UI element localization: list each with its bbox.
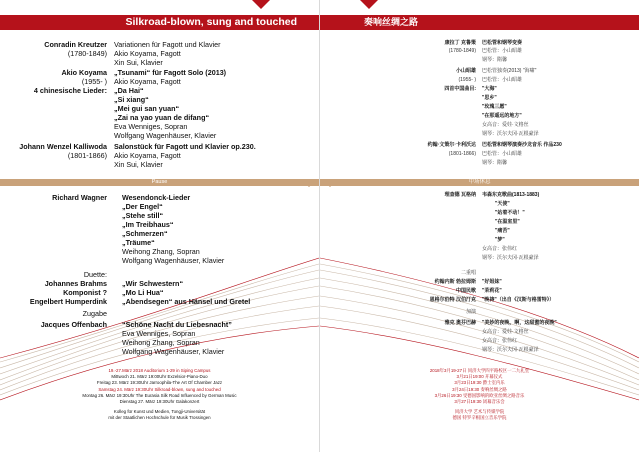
piece-line: 韦森东克歌曲(1813-1883) — [482, 192, 540, 198]
event-line-current: Samstag 24. März 19:30Uhr Silkroad-blown, sung and touched — [98, 386, 221, 392]
composer-kalliwoda: Johann Wenzel Kalliwoda — [19, 142, 107, 151]
composer-humperdink: 恩格尔伯特 汉伯汀克 — [429, 297, 476, 303]
performer-line: 巴松管：小山昭雄 — [482, 151, 523, 157]
performer-line: 巴松管：小山昭雄 — [482, 48, 523, 54]
song-title: "茉莉花" — [482, 288, 502, 294]
piece-line: 巴松管和钢琴变奏 — [482, 40, 523, 46]
duets-label: 二重唱 — [460, 270, 476, 276]
performer-line: Wolfgang Wagenhäuser, Klavier — [122, 347, 225, 356]
composer-unknown: 中国民歌 — [455, 288, 476, 294]
song-title: “Schöne Nacht du Liebesnacht” — [122, 320, 232, 329]
composer-offenbach: Jacques Offenbach — [40, 320, 107, 329]
composer-kreutzer: 康拉丁 克鲁策 — [444, 40, 476, 46]
song-title: „Mo Li Hua“ — [122, 288, 164, 297]
event-headline: 19.-27.März 2018 Auditorium 1-29 in Siping Campus — [108, 368, 211, 373]
event-line: 3月26日19:30 受德国影响的欧亚丝绸之路音乐 — [434, 392, 525, 398]
piece-line: 巴松管和钢琴演奏沙龙音乐 作品230 — [482, 142, 562, 148]
event-line: Mittwoch 21. März 19:00Uhr Exzelsior-Piano-Duo — [111, 374, 208, 380]
performer-line: Eva Wenniges, Sopran — [114, 122, 188, 131]
composer-dates: (1780-1849) — [67, 49, 107, 58]
chinese-songs-label: 4 chinesische Lieder: — [33, 86, 107, 95]
page-title: Silkroad-blown, sung and touched — [125, 16, 297, 28]
song-title: „Da Hai“ — [114, 86, 144, 95]
performer-line: 巴松管：小山昭雄 — [482, 77, 523, 83]
event-line-current: 3月24日19:30 奏响丝绸之路 — [452, 386, 507, 392]
performer-line: 钢琴：沃尔夫冈·瓦根豪泽 — [482, 131, 539, 137]
performer-line: 钢琴：隋馨 — [482, 160, 508, 166]
composer-unknown: Komponist ? — [63, 288, 107, 297]
performer-line: 女高音：爱娃·文格丝 — [482, 122, 529, 128]
zugabe-label: 加演 — [465, 309, 476, 315]
organizer-line: 德国 特罗辛根国立音乐学院 — [452, 415, 507, 421]
performer-line: Akio Koyama, Fagott — [114, 151, 181, 160]
composer-kalliwoda: 约翰·文策尔·卡利沃达 — [427, 142, 476, 148]
event-line: Montag 26. März 19:30Uhr The Eurasia Silk Road Influenced by German Music — [82, 392, 237, 398]
performer-line: Wolfgang Wagenhäuser, Klavier — [114, 131, 217, 140]
chinese-songs-label: 四首中国曲目: — [444, 86, 476, 92]
song-title: „Stehe still“ — [122, 211, 164, 220]
event-line: 3月27日19:30 闭幕音乐会 — [454, 399, 505, 405]
composer-koyama: 小山昭雄 — [455, 68, 476, 74]
performer-line: 女高音：张伟红 — [482, 338, 518, 344]
song-title: „Schmerzen“ — [122, 229, 168, 238]
performer-line: 钢琴：沃尔夫冈·瓦根豪泽 — [482, 347, 539, 353]
performer-line: Wolfgang Wagenhäuser, Klavier — [122, 256, 225, 265]
composer-dates: (1955- ) — [458, 77, 476, 83]
piece-line: „Tsunami“ für Fagott Solo (2013) — [114, 68, 227, 77]
down-arrow-icon — [321, 179, 339, 187]
song-title: „Zai na yao yuan de difang“ — [114, 113, 210, 122]
composer-offenbach: 雅克 奥芬巴赫 — [444, 320, 476, 326]
event-info — [0, 368, 319, 422]
piece-line: Wesendonck-Lieder — [122, 193, 191, 202]
event-line: Freitag 23. März 19:30Uhr Jarroophila-The Art Of Chamber Jazz — [96, 380, 223, 386]
performer-line: 女高音：张伟红 — [482, 246, 518, 252]
organizer-line: mit der Staatlichen Hochschule für Musik Trossingen — [108, 415, 211, 421]
song-title: "思乡" — [482, 95, 497, 101]
organizer-line: Kolleg für Kunst und Medien, Tongji-Universität — [113, 409, 206, 415]
song-title: „Mei gui san yuan“ — [114, 104, 180, 113]
song-title: "梦" — [495, 237, 505, 243]
performer-line: Xin Sui, Klavier — [114, 58, 163, 67]
piece-line: Variationen für Fagott und Klavier — [114, 40, 221, 49]
song-title: „Si xiang“ — [114, 95, 149, 104]
performer-line: Akio Koyama, Fagott — [114, 77, 181, 86]
event-info — [320, 368, 639, 422]
performer-line: 钢琴：隋馨 — [482, 57, 508, 63]
song-title: "晚祷"（出自《汉斯与格雷特》） — [482, 297, 555, 303]
pause-label: 中场休息 — [468, 179, 491, 185]
song-title: „Wir Schwestern“ — [122, 279, 184, 288]
composer-wagner: 理查德 瓦格纳 — [444, 192, 476, 198]
song-title: „Abendsegen“ aus Hänsel und Gretel — [122, 297, 251, 306]
performer-line: Weihong Zhang, Sopran — [122, 247, 200, 256]
composer-brahms: Johannes Brahms — [44, 279, 107, 288]
song-title: "天使" — [495, 201, 510, 207]
piece-line: 巴松管独奏(2013) "海啸" — [482, 68, 537, 74]
performer-line: Xin Sui, Klavier — [114, 160, 163, 169]
left-page — [0, 0, 319, 452]
event-line: 3月21日19:00 开幕仪式 — [456, 374, 503, 380]
song-title: "在温室里" — [495, 219, 520, 225]
performer-line: 女高音：爱娃·文格丝 — [482, 329, 529, 335]
performer-line: Weihong Zhang, Sopran — [122, 338, 200, 347]
event-line: 3月23日19:30 爵士室内乐 — [454, 380, 505, 386]
composer-dates: (1955- ) — [81, 77, 107, 86]
pause-label: Pause — [151, 179, 168, 185]
performer-line: Eva Wenniges, Sopran — [122, 329, 196, 338]
song-title: "大海" — [482, 86, 497, 92]
event-headline: 2018年3月19-27日 同济大学四平路校区一二九礼堂 — [429, 368, 530, 373]
song-title: "痛苦" — [495, 228, 510, 234]
song-title: "在那遥远的地方" — [482, 113, 522, 119]
composer-wagner: Richard Wagner — [52, 193, 107, 202]
event-line: Dienstag 27. März 19:30Uhr Galakonzert — [119, 399, 200, 405]
composer-koyama: Akio Koyama — [61, 68, 107, 77]
page-title: 奏响丝绸之路 — [364, 17, 419, 27]
performer-line: Akio Koyama, Fagott — [114, 49, 181, 58]
organizer-line: 同济大学 艺术与传媒学院 — [454, 409, 505, 415]
down-arrow-icon — [300, 179, 318, 187]
song-title: "站着不动！" — [495, 210, 525, 216]
composer-dates: (1780-1849) — [448, 48, 476, 54]
performer-line: 钢琴：沃尔夫冈·瓦根豪泽 — [482, 255, 539, 261]
song-title: „Der Engel“ — [122, 202, 163, 211]
right-page — [320, 0, 639, 452]
composer-kreutzer: Conradin Kreutzer — [44, 40, 107, 49]
pause-bar — [0, 179, 319, 186]
pause-bar — [320, 179, 639, 186]
composer-brahms: 约翰内斯 勃拉姆斯 — [434, 279, 476, 285]
song-title: „Träume“ — [122, 238, 155, 247]
song-title: "好姐妹" — [482, 279, 502, 285]
composer-dates: (1801-1866) — [448, 151, 476, 157]
zugabe-label: Zugabe — [82, 309, 107, 318]
piece-line: Salonstück für Fagott und Klavier op.230. — [114, 142, 256, 151]
song-title: „Im Treibhaus“ — [122, 220, 174, 229]
composer-humperdink: Engelbert Humperdink — [29, 297, 107, 306]
song-title: "美妙的夜晚，啊，这甜蜜的夜晚" — [482, 320, 557, 326]
composer-dates: (1801-1866) — [67, 151, 107, 160]
duets-label: Duette: — [83, 270, 107, 279]
song-title: "玫瑰三愿" — [482, 104, 507, 110]
